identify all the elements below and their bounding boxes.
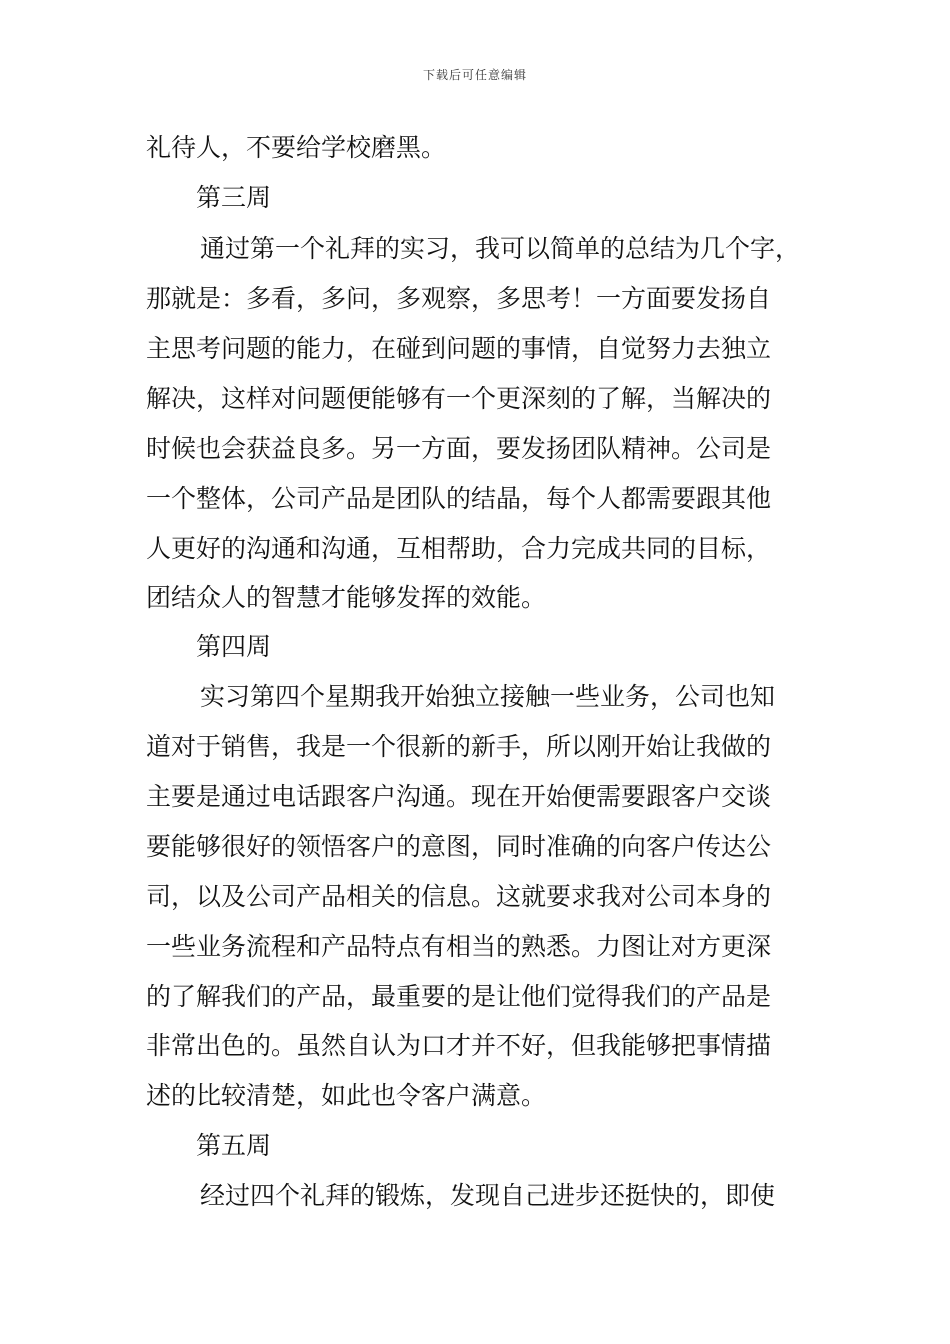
paragraph-first-line: 通过第一个礼拜的实习，我可以简单的总结为几个字， — [200, 234, 801, 263]
body-line: 要能够很好的领悟客户的意图，同时准确的向客户传达公 — [146, 832, 772, 861]
body-line: 礼待人，不要给学校磨黑。 — [146, 133, 447, 162]
body-line: 解决，这样对问题便能够有一个更深刻的了解，当解决的 — [146, 384, 772, 413]
paragraph-first-line: 实习第四个星期我开始独立接触一些业务，公司也知 — [200, 682, 776, 711]
body-line: 非常出色的。虽然自认为口才并不好，但我能够把事情描 — [146, 1031, 772, 1060]
body-line: 道对于销售，我是一个很新的新手，所以刚开始让我做的 — [146, 732, 772, 761]
body-line: 主思考问题的能力，在碰到问题的事情，自觉努力去独立 — [146, 334, 772, 363]
body-line: 团结众人的智慧才能够发挥的效能。 — [146, 583, 547, 612]
body-line: 时候也会获益良多。另一方面，要发扬团队精神。公司是 — [146, 434, 772, 463]
body-line: 那就是：多看，多问，多观察，多思考！一方面要发扬自 — [146, 284, 772, 313]
body-line: 一个整体，公司产品是团队的结晶，每个人都需要跟其他 — [146, 484, 772, 513]
section-heading-week-5: 第五周 — [196, 1131, 272, 1160]
page-header: 下载后可任意编辑 — [422, 68, 527, 82]
section-heading-week-4: 第四周 — [196, 632, 272, 661]
body-line: 司，以及公司产品相关的信息。这就要求我对公司本身的 — [146, 882, 772, 911]
section-heading-week-3: 第三周 — [196, 183, 272, 212]
body-line: 主要是通过电话跟客户沟通。现在开始便需要跟客户交谈 — [146, 782, 772, 811]
body-line: 的了解我们的产品，最重要的是让他们觉得我们的产品是 — [146, 982, 772, 1011]
body-line: 述的比较清楚，如此也令客户满意。 — [146, 1081, 547, 1110]
body-line: 一些业务流程和产品特点有相当的熟悉。力图让对方更深 — [146, 932, 772, 961]
body-line: 人更好的沟通和沟通，互相帮助，合力完成共同的目标， — [146, 534, 772, 563]
paragraph-first-line: 经过四个礼拜的锻炼，发现自己进步还挺快的，即使 — [200, 1181, 776, 1210]
